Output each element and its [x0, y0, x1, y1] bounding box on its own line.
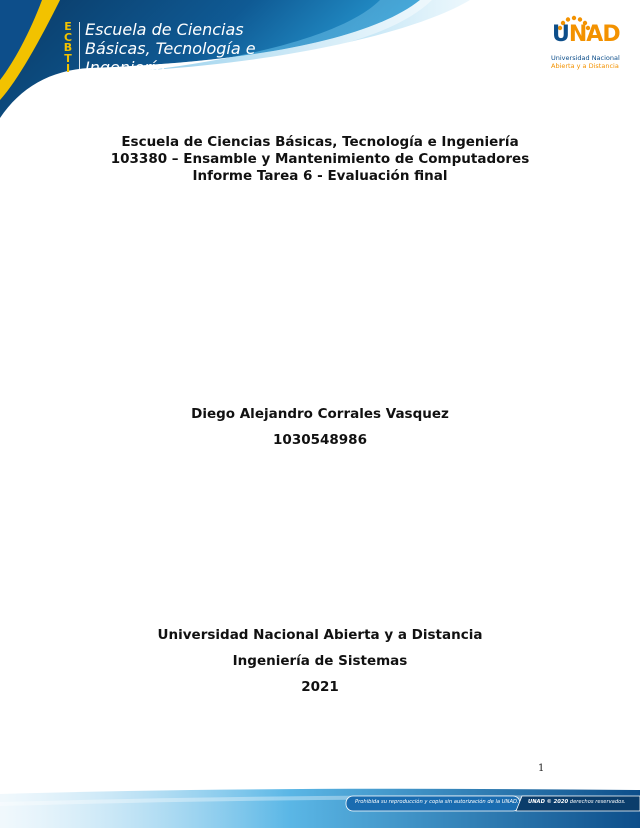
- title-school: Escuela de Ciencias Básicas, Tecnología e Ingeniería: [121, 134, 519, 150]
- school-name-line: Básicas, Tecnología e: [85, 39, 256, 58]
- unad-logo-subtitle: [551, 54, 637, 70]
- footer-rights-bold: UNAD © 2020: [528, 799, 569, 805]
- header-divider: [79, 22, 80, 72]
- unad-logo-subtitle-line2: Abierta y a Distancia: [551, 62, 619, 70]
- school-name-line: Ingeniería: [85, 58, 166, 77]
- institution-block: [0, 622, 640, 700]
- footer-rights-notice: [528, 799, 628, 805]
- school-name: [85, 20, 285, 77]
- university-name: Universidad Nacional Abierta y a Distancia: [157, 627, 483, 643]
- page-number: 1: [538, 763, 545, 774]
- footer-rights-rest: derechos reservados.: [568, 799, 626, 805]
- ecbti-letter: T: [64, 51, 72, 65]
- title-assignment: Informe Tarea 6 - Evaluación final: [192, 168, 448, 184]
- ecbti-letter: E: [64, 20, 72, 33]
- unad-logo-u: U: [552, 22, 569, 47]
- ecbti-vertical-acronym: [61, 22, 75, 74]
- author-id: 1030548986: [273, 432, 367, 448]
- author-block: [0, 401, 640, 453]
- ecbti-letter: C: [63, 30, 73, 44]
- ecbti-letter: B: [63, 41, 73, 54]
- unad-logo-subtitle-line1: Universidad Nacional: [551, 54, 620, 62]
- unad-logo-wordmark: [552, 22, 620, 47]
- ecbti-letter: I: [65, 62, 71, 75]
- school-name-line: Escuela de Ciencias: [85, 20, 244, 39]
- program-name: Ingeniería de Sistemas: [232, 653, 408, 669]
- year: 2021: [301, 679, 339, 695]
- footer-copy-notice: Prohibida su reproducción y copia sin autorización de la UNAD.: [355, 799, 519, 805]
- title-course: 103380 – Ensamble y Mantenimiento de Computadores: [110, 151, 530, 167]
- author-name: Diego Alejandro Corrales Vasquez: [191, 406, 449, 422]
- unad-logo-nad: NAD: [568, 22, 620, 47]
- document-title: [0, 134, 640, 185]
